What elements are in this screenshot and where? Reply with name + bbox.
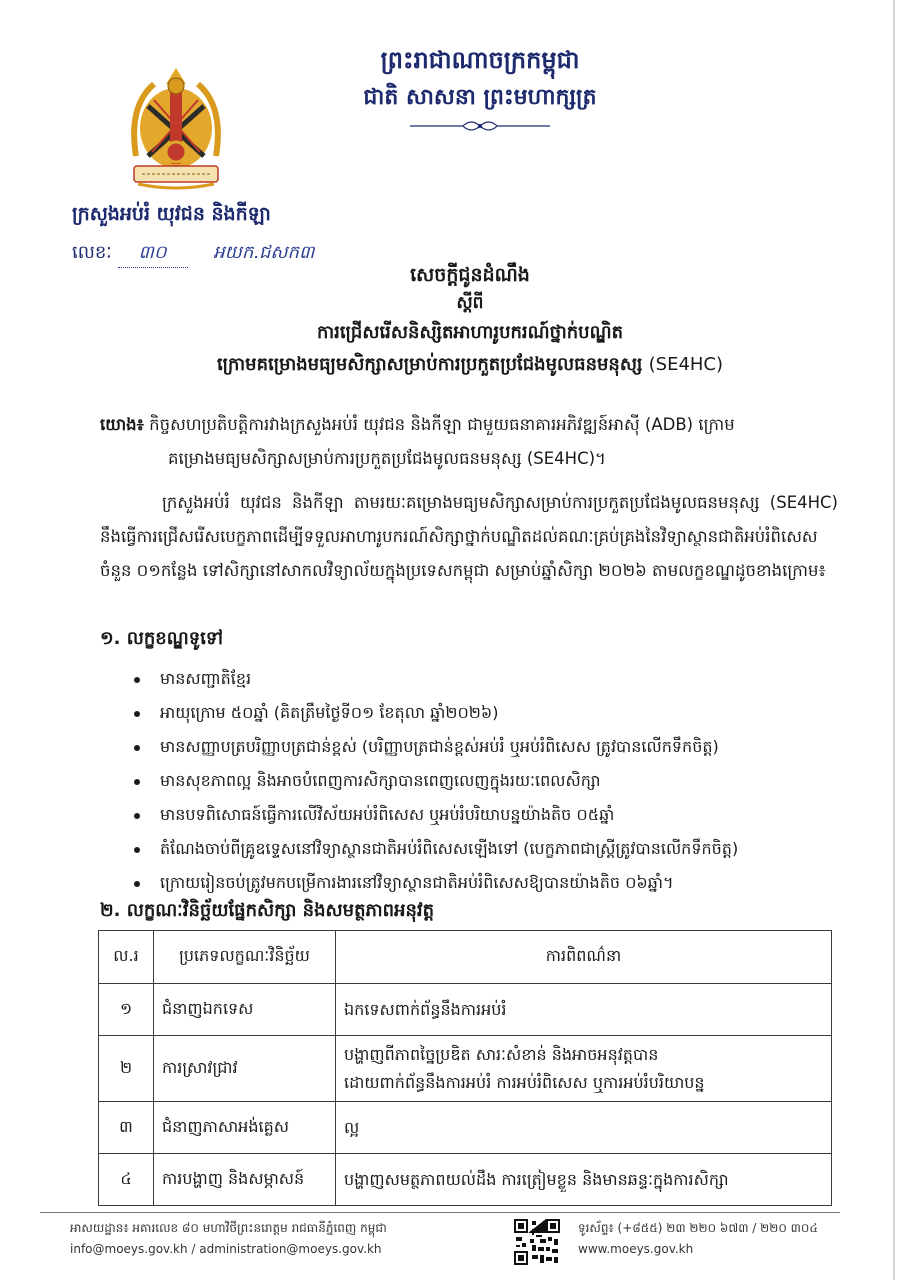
list-item-text: មានបទពិសោធន៍ធ្វើការលើវិស័យអប់រំពិសេស ឬអប់រំបរិយាបន្នយ៉ាងតិច ០៥ឆ្នាំ — [160, 805, 615, 824]
reference-paragraph-label: យោង៖ — [100, 415, 144, 434]
section-2-heading: ២. លក្ខណៈវិនិច្ឆ័យផ្នែកសិក្សា និងសមត្ថភាពអនុវត្ត — [100, 900, 435, 921]
column-header-criterion: ប្រភេទលក្ខណៈវិនិច្ឆ័យ — [154, 931, 336, 984]
footer-left — [70, 1218, 387, 1260]
footer-phone: ទូរស័ព្ទ៖ (+៨៥៥) ២៣ ២២០ ៦៧៣ / ២២០ ៣០៤ — [578, 1221, 818, 1235]
footer-emails: info@moeys.gov.kh / administration@moeys.gov.kh — [70, 1242, 382, 1256]
list-item-text: មានសញ្ញាបត្របរិញ្ញាបត្រជាន់ខ្ពស់ (បរិញ្ញាបត្រជាន់ខ្ពស់អប់រំ ឬអប់រំពិសេស ត្រូវបានលើកទឹកចិត្ត) — [160, 737, 719, 756]
reference-code: អយក.ជសក៣ — [213, 242, 315, 263]
list-item-text: តំណែងចាប់ពីគ្រូឧទ្ទេសនៅវិទ្យាស្ថានជាតិអប់រំពិសេសឡើងទៅ (បេក្ខភាពជាស្ត្រីត្រូវបានលើកទឹកចិត្ត) — [160, 839, 739, 858]
title-project-code: (SE4HC) — [648, 354, 724, 375]
row-description — [336, 1154, 832, 1206]
bullet-icon — [134, 813, 140, 819]
row-number: ១ — [99, 984, 154, 1036]
evaluation-table — [98, 930, 832, 1206]
page-edge — [893, 0, 895, 1280]
list-item — [128, 696, 848, 730]
row-description — [336, 984, 832, 1036]
list-item-text: មានសុខភាពល្អ និងអាចបំពេញការសិក្សាបានពេញលេញក្នុងរយៈពេលសិក្សា — [160, 771, 601, 790]
reference-paragraph — [100, 408, 838, 476]
body-paragraph: ក្រសួងអប់រំ យុវជន និងកីឡា តាមរយៈគម្រោងមធ្យមសិក្សាសម្រាប់ការប្រកួតប្រជែងមូលធនមនុស្ស (SE4HC) នឹងធ្វើការជ្រើសរើសបេក្ខភាពដើម្បីទទួលអាហារូបករណ៍សិក្សាថ្នាក់បណ្ឌិតដល់គណៈគ្រប់គ្រងនៃវិទ្យាស្ថានជាតិអប់រំពិសេសចំនួន ០១កន្លែង ទៅសិក្សានៅសាកលវិទ្យាល័យក្នុងប្រទេសកម្ពុជា សម្រាប់ឆ្នាំសិក្សា ២០២៦ តាមលក្ខខណ្ឌដូចខាងក្រោម៖ — [100, 493, 838, 580]
title-line-2: ស្តីពី — [456, 293, 484, 313]
column-header-description: ការពិពណ៌នា — [336, 931, 832, 984]
list-item — [128, 764, 848, 798]
row-number: ៣ — [99, 1102, 154, 1154]
bullet-icon — [134, 677, 140, 683]
row-description — [336, 1102, 832, 1154]
row-description-line-1: ល្អ — [344, 1117, 360, 1137]
reference-text-line-2: គម្រោងមធ្យមសិក្សាសម្រាប់ការប្រកួតប្រជែងមូលធនមនុស្ស (SE4HC)។ — [168, 449, 606, 468]
list-item — [128, 798, 848, 832]
bullet-icon — [134, 779, 140, 785]
list-item — [128, 662, 848, 696]
bullet-icon — [134, 881, 140, 887]
list-item — [128, 730, 848, 764]
row-description — [336, 1036, 832, 1102]
ornament-divider-icon — [405, 118, 555, 134]
table-row — [99, 1154, 832, 1206]
title-line-3: ការជ្រើសរើសនិស្សិតអាហារូបករណ៍ថ្នាក់បណ្ឌិត — [316, 322, 624, 343]
row-criterion: ការបង្ហាញ និងសម្ភាសន៍ — [154, 1154, 336, 1206]
footer-website[interactable]: www.moeys.gov.kh — [578, 1242, 694, 1256]
kingdom-line-1: ព្រះរាជាណាចក្រកម្ពុជា — [380, 46, 580, 74]
footer-right — [578, 1218, 818, 1260]
row-criterion: ជំនាញភាសាអង់គ្លេស — [154, 1102, 336, 1154]
kingdom-line-2: ជាតិ សាសនា ព្រះមហាក្សត្រ — [363, 85, 597, 110]
row-description-line-1: បង្ហាញពីភាពច្នៃប្រឌិត សារៈសំខាន់ និងអាចអនុវត្តបាន — [344, 1044, 659, 1064]
row-description-line-1: ឯកទេសពាក់ព័ន្ធនឹងការអប់រំ — [344, 999, 507, 1019]
bullet-icon — [134, 711, 140, 717]
title-line-4-text: ក្រោមគម្រោងមធ្យមសិក្សាសម្រាប់ការប្រកួតប្រជែងមូលធនមនុស្ស — [216, 354, 643, 375]
table-row — [99, 984, 832, 1036]
row-criterion: ជំនាញឯកទេស — [154, 984, 336, 1036]
ministry-name: ក្រសួងអប់រំ យុវជន និងកីឡា — [72, 203, 271, 225]
row-description-line-1: បង្ហាញសមត្ថភាពយល់ដឹង ការត្រៀមខ្លួន និងមានឆន្ទៈក្នុងការសិក្សា — [344, 1169, 729, 1189]
ministry-emblem — [128, 66, 224, 194]
kingdom-header — [330, 40, 630, 134]
reference-text-line-1: កិច្ចសហប្រតិបត្តិការវាងក្រសួងអប់រំ យុវជន និងកីឡា ជាមួយធនាគារអភិវឌ្ឍន៍អាស៊ី (ADB) ក្រោម — [149, 415, 735, 434]
title-line-1: សេចក្តីជូនដំណឹង — [410, 264, 530, 286]
row-number: ២ — [99, 1036, 154, 1102]
row-description-line-2: ដោយពាក់ព័ន្ធនឹងការអប់រំ ការអប់រំពិសេស ឬការអប់រំបរិយាបន្ន — [344, 1072, 705, 1092]
notice-title — [100, 260, 840, 380]
table-row — [99, 1036, 832, 1102]
bullet-icon — [134, 847, 140, 853]
list-item-text: ក្រោយរៀនចប់ត្រូវមកបម្រើការងារនៅវិទ្យាស្ថានជាតិអប់រំពិសេសឱ្យបានយ៉ាងតិច ០៦ឆ្នាំ។ — [160, 873, 674, 892]
section-1-heading: ១. លក្ខខណ្ឌទូទៅ — [100, 628, 223, 649]
footer-divider — [40, 1212, 840, 1213]
reference-number-value: ៣០ — [118, 240, 188, 268]
list-item-text: អាយុក្រោម ៥០ឆ្នាំ (គិតត្រឹមថ្ងៃទី០១ ខែតុលា ឆ្នាំ២០២៦) — [160, 703, 499, 722]
reference-label: លេខៈ — [72, 242, 112, 263]
list-item-text: មានសញ្ជាតិខ្មែរ — [160, 669, 252, 688]
list-item — [128, 832, 848, 866]
row-number: ៤ — [99, 1154, 154, 1206]
bullet-icon — [134, 745, 140, 751]
general-criteria-list — [128, 662, 848, 900]
table-row — [99, 1102, 832, 1154]
qr-code-icon — [514, 1219, 560, 1265]
title-line-4 — [100, 350, 840, 380]
list-item — [128, 866, 848, 900]
column-header-number: ល.រ — [99, 931, 154, 984]
table-header-row — [99, 931, 832, 984]
row-criterion: ការស្រាវជ្រាវ — [154, 1036, 336, 1102]
footer-address: អាសយដ្ឋាន៖ អគារលេខ ៨០ មហាវិថីព្រះនរោត្តម រាជធានីភ្នំពេញ កម្ពុជា — [70, 1221, 387, 1235]
